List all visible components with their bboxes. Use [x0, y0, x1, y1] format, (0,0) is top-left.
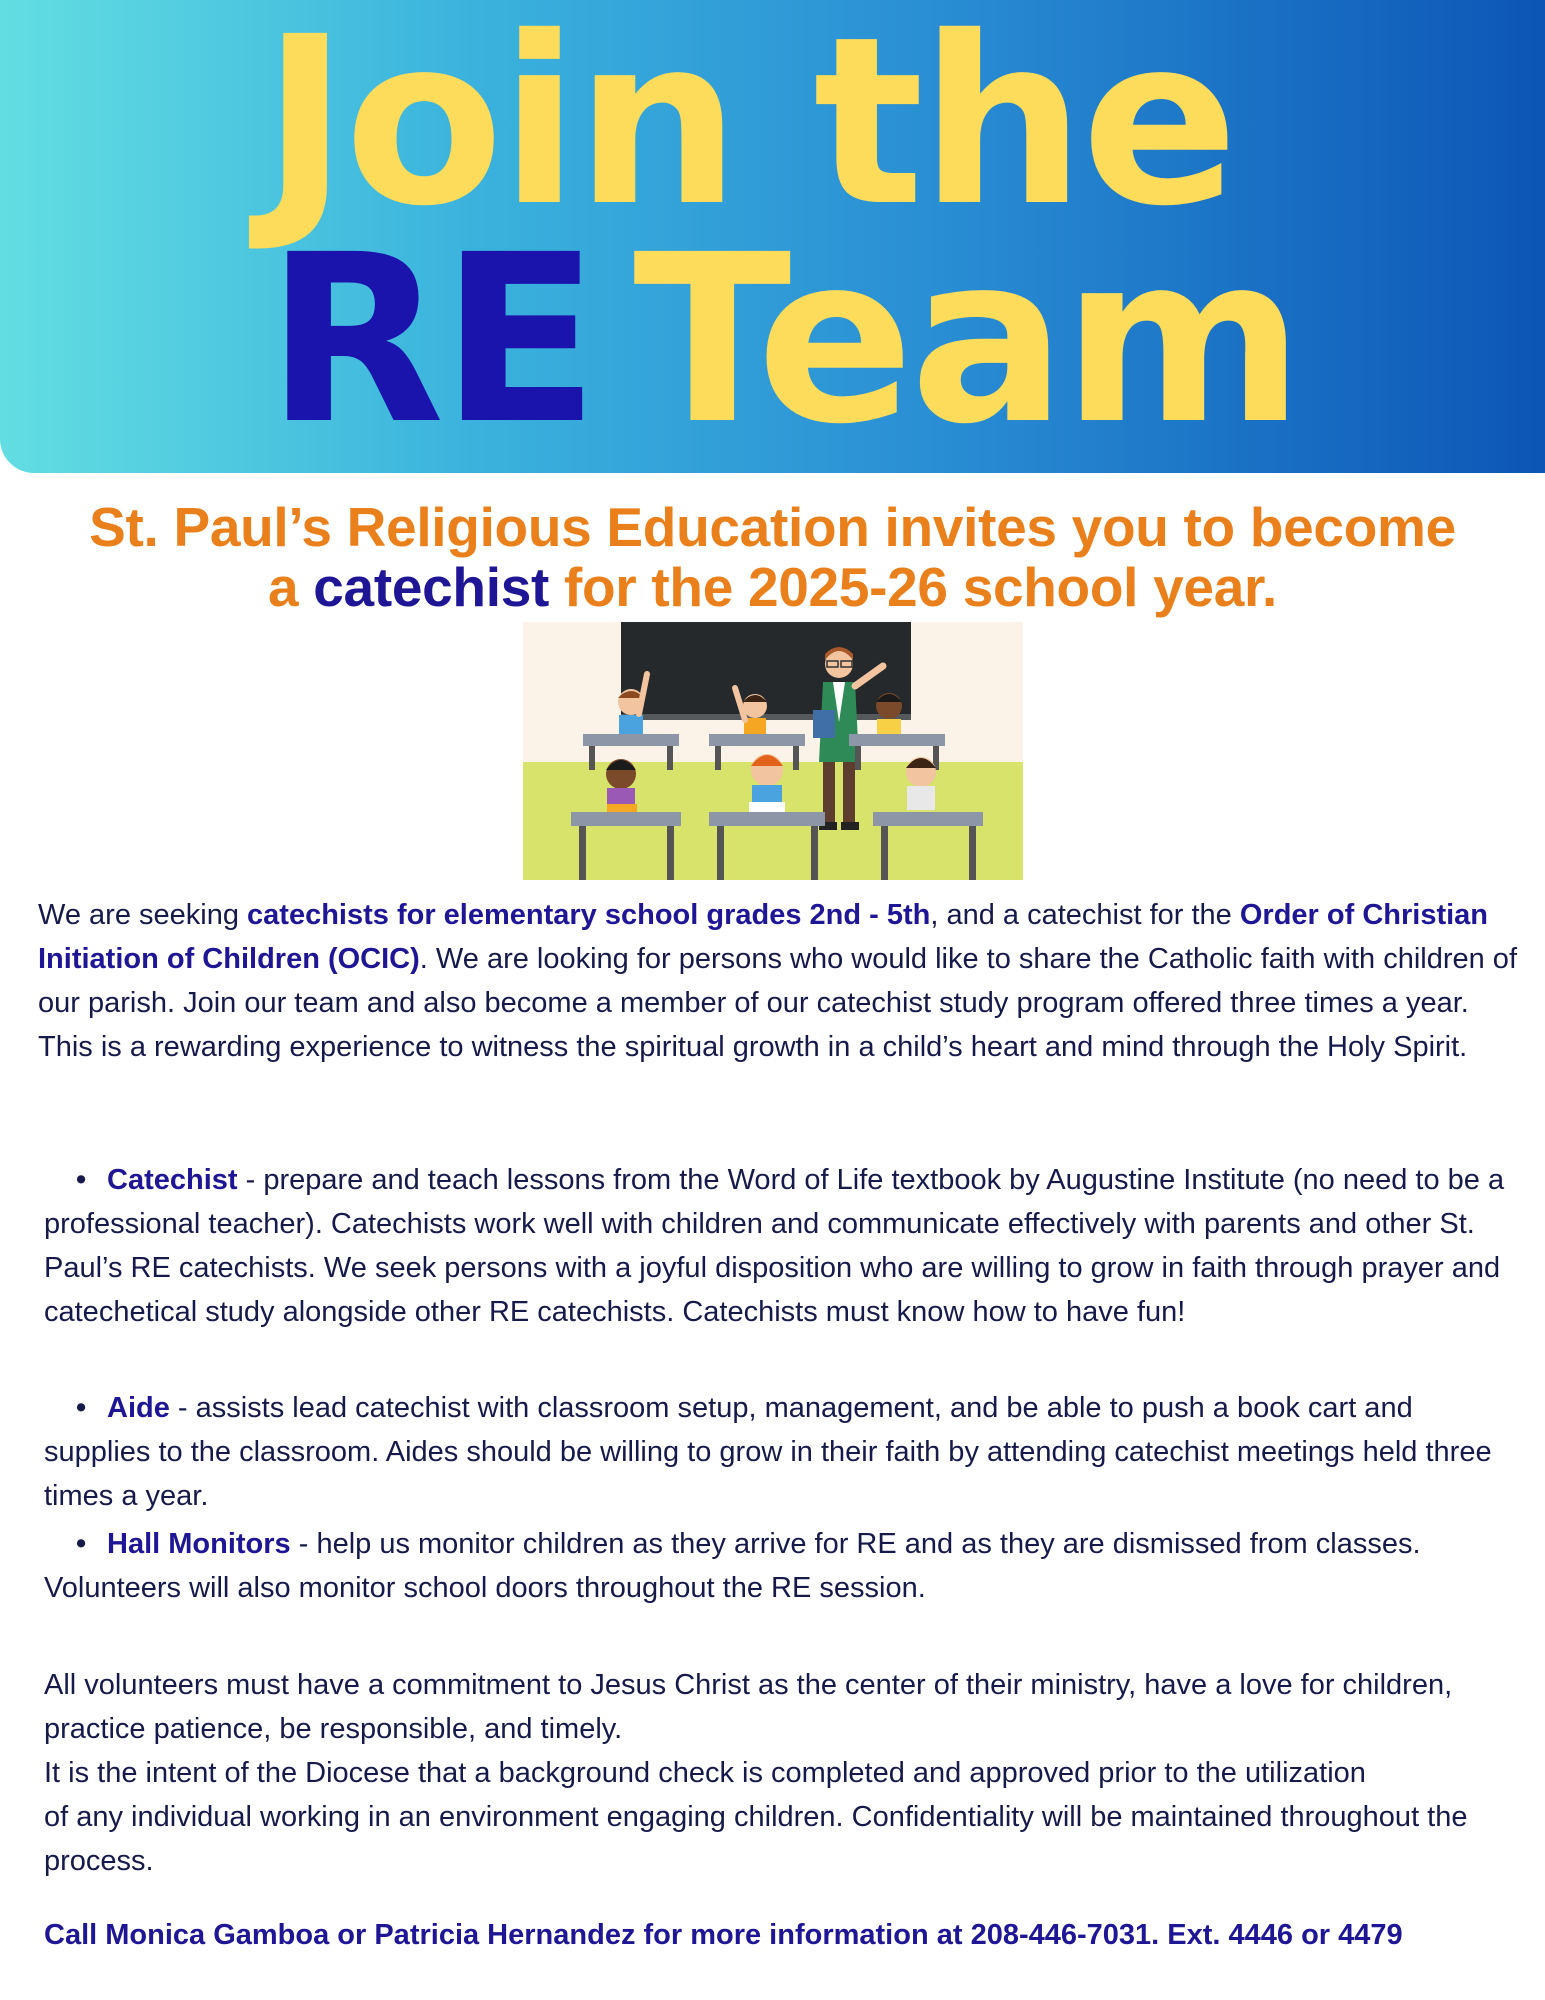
banner-title-re: RE	[266, 205, 596, 473]
closing-section	[44, 1663, 1524, 1883]
invitation-line1: St. Paul’s Religious Education invites you to become	[89, 496, 1456, 558]
role-description-catechist: - prepare and teach lessons from the Word of Life textbook by Augustine Institute (no need to be a professional teacher). Catechists work well with children and communicate effectively with parents and other St. Paul’s RE catechists. We seek persons with a joyful disposition who are willing to grow in faith through prayer and catechetical study alongside other RE catechists. Catechists must know how to have fun!	[44, 1164, 1505, 1328]
role-description-aide: - assists lead catechist with classroom setup, management, and be able to push a book cart and supplies to the classroom. Aides should be willing to grow in their faith by attending catechist meetings held three times a year.	[44, 1392, 1492, 1512]
role-term-hall-monitors: Hall Monitors	[107, 1528, 291, 1560]
intro-text-3: . We are looking for persons who would like to share the Catholic faith with children of our parish. Join our team and also become a member of our catechist study program offered three times a year. This is a rewarding experience to witness the spiritual growth in a child’s heart and mind through the Holy Spirit.	[38, 943, 1517, 1063]
invitation-catechist: catechist	[313, 556, 549, 618]
header-banner	[0, 0, 1545, 473]
banner-title-line1: Join the	[262, 0, 1235, 257]
role-term-aide: Aide	[107, 1392, 170, 1424]
bullet-icon: •	[76, 1392, 87, 1424]
closing-commitment: All volunteers must have a commitment to Jesus Christ as the center of their ministry, have a love for children, practice patience, be responsible, and timely.	[44, 1669, 1453, 1745]
closing-background-check: It is the intent of the Diocese that a background check is completed and approved prior to the utilization	[44, 1757, 1366, 1789]
role-item-hall-monitors	[44, 1522, 1524, 1610]
invitation-line2	[40, 557, 1505, 617]
invitation-a: a	[267, 556, 299, 618]
closing-confidentiality: of any individual working in an environment engaging children. Confidentiality will be maintained throughout the process.	[44, 1801, 1468, 1877]
intro-text-1: We are seeking	[38, 899, 248, 931]
intro-highlight-ocic: Order of Christian Initiation of Children (OCIC)	[38, 899, 1489, 975]
invitation-heading	[40, 497, 1505, 617]
role-item-catechist	[44, 1158, 1524, 1334]
bullet-icon: •	[76, 1528, 87, 1560]
invitation-school-year: for the 2025-26 school year.	[563, 556, 1278, 618]
intro-paragraph	[38, 893, 1518, 1069]
contact-line: Call Monica Gamboa or Patricia Hernandez for more information at 208-446-7031. Ext. 4446 or 4479	[44, 1919, 1403, 1951]
banner-title-line2	[266, 205, 1301, 473]
role-item-aide	[44, 1386, 1524, 1518]
role-description-hall-monitors: - help us monitor children as they arrive for RE and as they are dismissed from classes. Volunteers will also monitor school doors throughout the RE session.	[44, 1528, 1421, 1604]
intro-text-2: , and a catechist for the	[930, 899, 1240, 931]
banner-title-team: Team	[633, 205, 1301, 473]
role-term-catechist: Catechist	[107, 1164, 238, 1196]
intro-highlight-grades: catechists for elementary school grades 2nd - 5th	[247, 899, 931, 931]
bullet-icon: •	[76, 1164, 87, 1196]
classroom-illustration	[523, 622, 1023, 880]
